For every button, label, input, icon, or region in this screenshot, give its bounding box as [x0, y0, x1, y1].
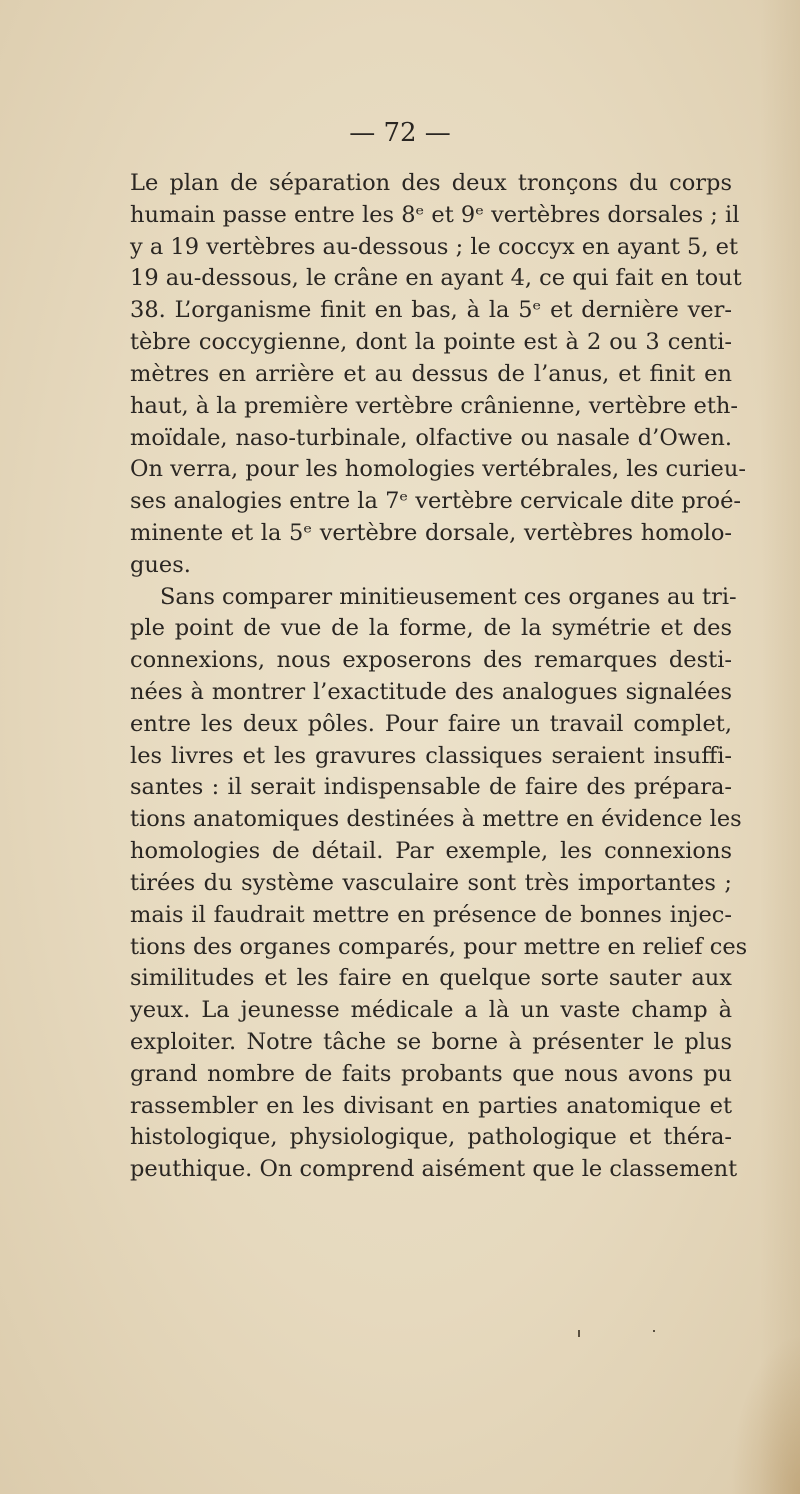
body-text: [130, 168, 748, 1186]
text-line: entre les deux pôles. Pour faire un travail complet,: [130, 710, 732, 737]
text-line: tèbre coccygienne, dont la pointe est à 2 ou 3 centi-: [130, 329, 732, 356]
text-line: connexions, nous exposerons des remarques desti-: [130, 647, 732, 674]
text-line: minente et la 5ᵉ vertèbre dorsale, vertèbres homolo-: [130, 519, 732, 546]
text-line: tions anatomiques destinées à mettre en évidence les: [130, 806, 742, 833]
text-line: Sans comparer minitieusement ces organes au tri-: [160, 583, 737, 610]
ink-speck: [578, 1330, 580, 1337]
text-line: nées à montrer l’exactitude des analogues signalées: [130, 679, 732, 705]
text-line: Le plan de séparation des deux tronçons du corps: [130, 170, 732, 196]
text-line: similitudes et les faire en quelque sorte sauter aux: [130, 965, 732, 992]
text-line: haut, à la première vertèbre crânienne, vertèbre eth-: [130, 392, 738, 419]
text-line: ses analogies entre la 7ᵉ vertèbre cervicale dite proé-: [130, 488, 742, 515]
text-line: exploiter. Notre tâche se borne à présenter le plus: [130, 1028, 732, 1055]
text-line: grand nombre de faits probants que nous avons pu: [130, 1060, 732, 1087]
ink-speck: [653, 1330, 655, 1332]
text-line: On verra, pour les homologies vertébrales, les curieu-: [130, 456, 746, 483]
text-line: humain passe entre les 8ᵉ et 9ᵉ vertèbres dorsales ; il: [130, 201, 740, 228]
text-line: mètres en arrière et au dessus de l’anus, et finit en: [130, 360, 732, 387]
text-line: santes : il serait indispensable de faire des prépara-: [130, 774, 732, 801]
text-line: y a 19 vertèbres au-dessous ; le coccyx en ayant 5, et: [130, 233, 739, 260]
text-line: 38. L’organisme finit en bas, à la 5ᵉ et dernière ver-: [130, 297, 732, 324]
text-line: ple point de vue de la forme, de la symétrie et des: [130, 615, 732, 642]
text-line: 19 au-dessous, le crâne en ayant 4, ce qui fait en tout: [130, 265, 742, 292]
page-edge-shadow: [760, 0, 800, 1494]
text-line: rassembler en les divisant en parties anatomique et: [130, 1092, 732, 1119]
text-line: homologies de détail. Par exemple, les connexions: [130, 838, 732, 865]
text-line: gues.: [130, 551, 191, 578]
page-number: — 72 —: [349, 118, 451, 148]
text-line: tions des organes comparés, pour mettre en relief ces: [130, 933, 748, 960]
text-line: peuthique. On comprend aisément que le classement: [130, 1156, 738, 1183]
text-line: les livres et les gravures classiques seraient insuffi-: [130, 742, 732, 769]
text-line: histologique, physiologique, pathologique et théra-: [130, 1124, 732, 1151]
text-line: tirées du système vasculaire sont très importantes ;: [130, 869, 732, 896]
text-line: mais il faudrait mettre en présence de bonnes injec-: [130, 901, 732, 928]
paper-stain: [730, 1334, 800, 1494]
text-line: yeux. La jeunesse médicale a là un vaste champ à: [130, 997, 732, 1024]
text-line: moïdale, naso-turbinale, olfactive ou nasale d’Owen.: [130, 424, 732, 451]
